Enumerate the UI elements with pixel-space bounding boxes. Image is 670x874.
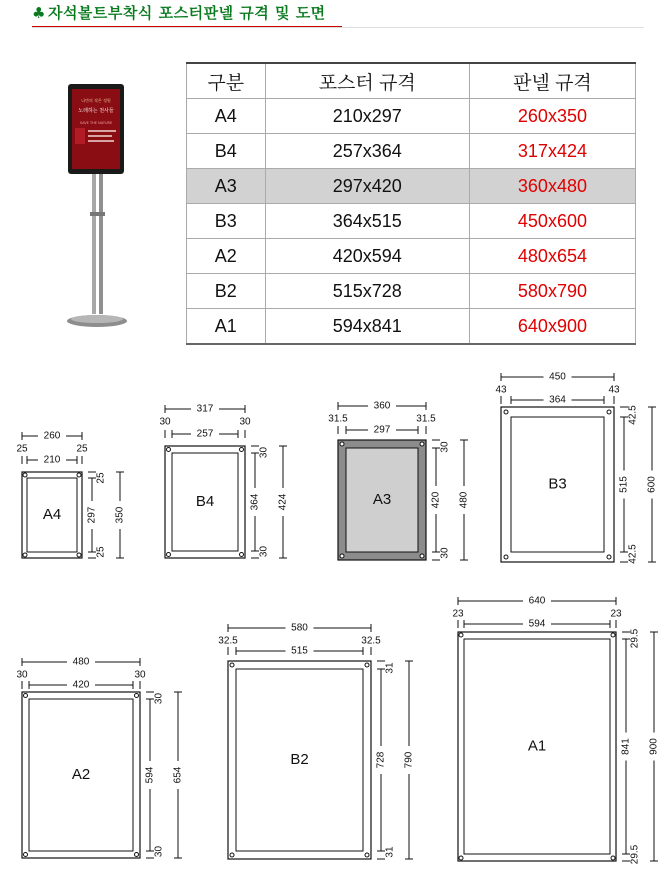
magnet-bolt <box>24 853 28 857</box>
magnet-bolt <box>135 853 139 857</box>
magnet-bolt <box>340 554 344 558</box>
panel-drawing-b2 <box>218 622 414 859</box>
panel-height-dim-label: 600 <box>646 476 658 493</box>
magnet-bolt <box>459 856 463 860</box>
magnet-bolt <box>23 473 27 477</box>
margin-y-bottom-label: 25 <box>95 546 107 558</box>
magnet-bolt <box>365 853 369 857</box>
panel-drawing-a4 <box>16 430 125 558</box>
margin-x-left-label: 32.5 <box>218 635 238 647</box>
poster-height-dim-label: 420 <box>430 491 442 509</box>
panel-cell: 580x790 <box>469 274 635 309</box>
margin-y-bottom-label: 30 <box>153 845 165 858</box>
margin-x-left-label: 25 <box>16 443 28 455</box>
margin-y-bottom-label: 42.5 <box>627 544 639 564</box>
poster-width-dim-label: 420 <box>72 679 90 691</box>
magnet-bolt <box>504 410 508 414</box>
magnet-bolt <box>607 555 611 559</box>
magnet-bolt <box>167 448 171 452</box>
panel-width-dim-label: 317 <box>196 403 214 415</box>
panel-cell: 260x350 <box>469 99 635 134</box>
panel-label: A1 <box>527 737 547 755</box>
poster-width-dim-label: 210 <box>43 454 61 466</box>
page-title-text: 자석볼트부착식 포스터판넬 규격 및 도면 <box>47 4 326 22</box>
poster-height-dim-label: 364 <box>249 493 261 511</box>
poster-width-dim-label: 297 <box>373 424 391 436</box>
header-poster: 포스터 규격 <box>265 63 469 99</box>
margin-x-left-label: 43 <box>495 384 507 396</box>
magnet-bolt <box>230 853 234 857</box>
panel-height-dim-label: 654 <box>172 766 184 784</box>
poster-width-dim-label: 594 <box>528 618 546 630</box>
poster-height-dim-label: 728 <box>375 751 387 769</box>
poster-cell: 420x594 <box>265 239 469 274</box>
size-cell: B4 <box>187 134 266 169</box>
margin-x-left-label: 30 <box>159 416 171 428</box>
magnet-bolt <box>167 553 171 557</box>
margin-x-left-label: 30 <box>16 669 28 681</box>
magnet-bolt <box>420 554 424 558</box>
size-cell: A2 <box>187 239 266 274</box>
poster-height-dim-label: 297 <box>86 506 98 524</box>
margin-x-right-label: 31.5 <box>416 413 436 425</box>
margin-y-top-label: 30 <box>439 441 451 453</box>
panel-label: A2 <box>71 765 91 783</box>
panel-height-dim-label: 790 <box>403 751 415 769</box>
panel-drawing-a1 <box>452 595 659 864</box>
size-cell: A3 <box>187 169 266 204</box>
poster-width-dim-label: 364 <box>549 394 566 406</box>
margin-x-right-label: 30 <box>134 669 146 681</box>
poster-height-dim-label: 515 <box>618 476 630 493</box>
magnet-bolt <box>240 553 244 557</box>
poster-cell: 297x420 <box>265 169 469 204</box>
panel-cell: 640x900 <box>469 309 635 345</box>
magnet-bolt <box>459 633 463 637</box>
poster-width-dim-label: 257 <box>196 428 214 440</box>
margin-x-right-label: 30 <box>239 416 251 428</box>
magnet-bolt <box>611 856 615 860</box>
panel-height-dim-label: 424 <box>277 493 289 511</box>
header-size: 구분 <box>187 63 266 99</box>
margin-x-left-label: 31.5 <box>328 413 348 425</box>
panel-width-dim-label: 260 <box>43 430 61 442</box>
poster-width-dim-label: 515 <box>291 645 308 657</box>
club-icon: ♣ <box>32 4 46 22</box>
panel-label: B2 <box>290 750 309 768</box>
panel-label: A3 <box>372 490 392 508</box>
poster-height-dim-label: 594 <box>144 766 156 784</box>
size-cell: A1 <box>187 309 266 345</box>
magnet-bolt <box>365 663 369 667</box>
margin-y-top-label: 31 <box>384 662 396 674</box>
margin-y-top-label: 25 <box>95 472 107 484</box>
size-cell: A4 <box>187 99 266 134</box>
panel-label: A4 <box>42 505 62 523</box>
magnet-bolt <box>607 410 611 414</box>
panel-drawing-b4 <box>159 403 288 558</box>
panel-height-dim-label: 480 <box>458 491 470 509</box>
magnet-bolt <box>77 473 81 477</box>
margin-y-top-label: 30 <box>258 446 270 459</box>
panel-drawing-a3 <box>328 400 469 560</box>
margin-y-bottom-label: 30 <box>439 547 451 559</box>
poster-line-3: SAVE THE NATURE <box>79 121 113 125</box>
poster-cell: 364x515 <box>265 204 469 239</box>
panel-height-dim-label: 900 <box>648 738 660 755</box>
panel-drawing-a2 <box>16 656 183 858</box>
panel-width-dim-label: 640 <box>528 595 546 607</box>
magnet-bolt <box>340 442 344 446</box>
panel-label: B4 <box>195 492 215 510</box>
margin-y-bottom-label: 29.5 <box>629 844 641 865</box>
panel-width-dim-label: 360 <box>373 400 391 412</box>
panel-drawing-b3 <box>495 371 657 564</box>
margin-x-right-label: 23 <box>610 608 622 620</box>
margin-y-bottom-label: 31 <box>384 846 396 858</box>
magnet-bolt <box>611 633 615 637</box>
magnet-bolt <box>420 442 424 446</box>
margin-y-top-label: 42.5 <box>627 405 639 425</box>
magnet-bolt <box>24 694 28 698</box>
size-cell: B2 <box>187 274 266 309</box>
magnet-bolt <box>230 663 234 667</box>
poster-line-1: 나만의 작은 정원 <box>81 98 111 103</box>
panel-height-dim-label: 350 <box>114 506 126 524</box>
poster-cell: 210x297 <box>265 99 469 134</box>
panel-cell: 450x600 <box>469 204 635 239</box>
poster-cell: 257x364 <box>265 134 469 169</box>
panel-width-dim-label: 580 <box>291 622 308 634</box>
panel-cell: 480x654 <box>469 239 635 274</box>
poster-cell: 594x841 <box>265 309 469 345</box>
margin-x-right-label: 43 <box>608 384 620 396</box>
poster-cell: 515x728 <box>265 274 469 309</box>
margin-x-right-label: 32.5 <box>361 635 381 647</box>
panel-cell: 360x480 <box>469 169 635 204</box>
size-cell: B3 <box>187 204 266 239</box>
header-panel: 판넬 규격 <box>469 63 635 99</box>
panel-width-dim-label: 480 <box>72 656 90 668</box>
magnet-bolt <box>240 448 244 452</box>
panel-cell: 317x424 <box>469 134 635 169</box>
panel-label: B3 <box>548 475 567 493</box>
magnet-bolt <box>135 694 139 698</box>
margin-x-right-label: 25 <box>76 443 88 455</box>
magnet-bolt <box>504 555 508 559</box>
poster-height-dim-label: 841 <box>620 738 632 755</box>
margin-x-left-label: 23 <box>452 608 464 620</box>
margin-y-top-label: 30 <box>153 692 165 705</box>
margin-y-top-label: 29.5 <box>629 628 641 649</box>
magnet-bolt <box>77 553 81 557</box>
magnet-bolt <box>23 553 27 557</box>
margin-y-bottom-label: 30 <box>258 545 270 558</box>
panel-width-dim-label: 450 <box>549 371 566 383</box>
poster-line-2: 노래하는 천사들 <box>78 108 114 114</box>
